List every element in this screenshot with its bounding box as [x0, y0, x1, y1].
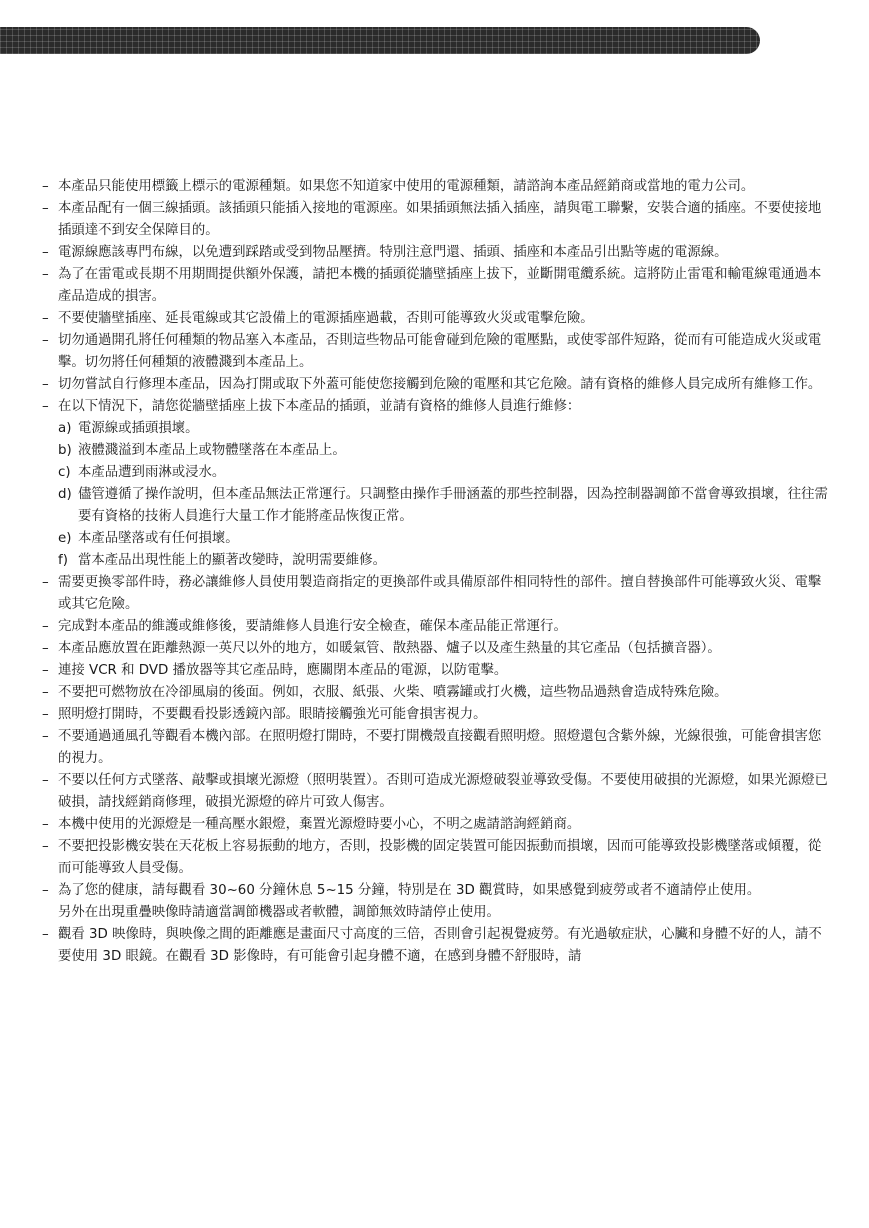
list-item [42, 704, 832, 726]
header-bar [0, 27, 760, 54]
item-text: 不要使牆壁插座、延長電線或其它設備上的電源插座過載，否則可能導致火災或電擊危險。 [58, 311, 594, 326]
bullet-dash: – [42, 311, 49, 326]
item-text: 切勿通過開孔將任何種類的物品塞入本產品，否則這些物品可能會碰到危險的電壓點，或使零部件短路，從而有可能造成火災或電擊。切勿將任何種類的液體濺到本產品上。 [58, 333, 822, 370]
list-item [42, 176, 832, 198]
item-text: 不要以任何方式墜落、敲擊或損壞光源燈（照明裝置）。否則可造成光源燈破裂並導致受傷。不要使用破損的光源燈，如果光源燈已破損，請找經銷商修理，破損光源燈的碎片可致人傷害。 [58, 773, 828, 810]
list-item [42, 264, 832, 308]
note-text: 另外在出現重疊映像時請適當調節機器或者軟體，調節無效時請停止使用。 [58, 905, 500, 920]
item-text: 為了在雷電或長期不用期間提供額外保護，請把本機的插頭從牆壁插座上拔下，並斷開電纜系統。這將防止雷電和輸電線電通過本產品造成的損害。 [58, 267, 822, 304]
item-text: 切勿嘗試自行修理本產品，因為打開或取下外蓋可能使您接觸到危險的電壓和其它危險。請有資格的維修人員完成所有維修工作。 [58, 377, 822, 392]
bullet-dash: – [42, 663, 49, 678]
bullet-dash: – [42, 773, 49, 788]
item-text: 在以下情況下，請您從牆壁插座上拔下本產品的插頭，並請有資格的維修人員進行維修： [58, 399, 581, 414]
item-text: 不要把投影機安裝在天花板上容易振動的地方，否則，投影機的固定裝置可能因振動而損壞，因而可能導致投影機墜落或傾覆，從而可能導致人員受傷。 [58, 839, 822, 876]
sub-item-text: 電源線或插頭損壞。 [78, 421, 199, 436]
sub-list-item [42, 484, 832, 528]
bullet-dash: – [42, 883, 49, 898]
sub-item-text: 液體濺溢到本產品上或物體墜落在本產品上。 [78, 443, 346, 458]
sub-list-item [42, 418, 832, 440]
bullet-dash: – [42, 707, 49, 722]
list-item [42, 374, 832, 396]
list-item [42, 198, 832, 242]
sub-item-letter: d) [58, 487, 72, 502]
sub-list-item [42, 550, 832, 572]
bullet-dash: – [42, 685, 49, 700]
bullet-dash: – [42, 927, 49, 942]
sub-item-letter: f) [58, 553, 68, 568]
sub-list-item [42, 462, 832, 484]
sub-item-letter: a) [58, 421, 72, 436]
list-item [42, 308, 832, 330]
item-text: 為了您的健康，請每觀看 30~60 分鐘休息 5~15 分鐘，特別是在 3D 觀賞時，如果感覺到疲勞或者不適請停止使用。 [58, 883, 761, 898]
item-text: 完成對本產品的維護或維修後，要請維修人員進行安全檢查，確保本產品能正常運行。 [58, 619, 567, 634]
list-item [42, 770, 832, 814]
item-text: 本產品只能使用標籤上標示的電源種類。如果您不知道家中使用的電源種類，請諮詢本產品經銷商或當地的電力公司。 [58, 179, 755, 194]
bullet-dash: – [42, 575, 49, 590]
sub-item-letter: b) [58, 443, 72, 458]
sub-list-item [42, 528, 832, 550]
item-text: 電源線應該專門布線，以免遭到踩踏或受到物品壓擠。特別注意門還、插頭、插座和本產品引出點等處的電源線。 [58, 245, 728, 260]
item-text: 本機中使用的光源燈是一種高壓水銀燈，棄置光源燈時要小心，不明之處請諮詢經銷商。 [58, 817, 581, 832]
sub-item-text: 本產品墜落或有任何損壞。 [78, 531, 239, 546]
bullet-dash: – [42, 839, 49, 854]
item-text: 照明燈打開時，不要觀看投影透鏡內部。眼睛接觸強光可能會損害視力。 [58, 707, 487, 722]
list-item [42, 242, 832, 264]
bullet-dash: – [42, 267, 49, 282]
bullet-dash: – [42, 333, 49, 348]
safety-instructions [42, 176, 832, 968]
bullet-dash: – [42, 377, 49, 392]
list-item [42, 396, 832, 418]
sub-item-text: 當本產品出現性能上的顯著改變時，說明需要維修。 [78, 553, 386, 568]
list-item [42, 682, 832, 704]
sub-item-text: 本產品遭到雨淋或浸水。 [78, 465, 226, 480]
list-item [42, 616, 832, 638]
list-item [42, 880, 832, 902]
bullet-dash: – [42, 817, 49, 832]
bullet-dash: – [42, 641, 49, 656]
list-item [42, 330, 832, 374]
item-text: 不要把可燃物放在冷卻風扇的後面。例如，衣服、紙張、火柴、噴霧罐或打火機，這些物品過熱會造成特殊危險。 [58, 685, 728, 700]
bullet-dash: – [42, 201, 49, 216]
item-text: 不要通過通風孔等觀看本機內部。在照明燈打開時，不要打開機殼直接觀看照明燈。照燈還包含紫外線，光線很強，可能會損害您的視力。 [58, 729, 822, 766]
sub-list-item [42, 440, 832, 462]
sub-item-text: 儘管遵循了操作說明，但本產品無法正常運行。只調整由操作手冊涵蓋的那些控制器，因為控制器調節不當會導致損壞，往往需要有資格的技術人員進行大量工作才能將產品恢復正常。 [78, 487, 828, 524]
sub-item-letter: c) [58, 465, 71, 480]
bullet-dash: – [42, 399, 49, 414]
list-item [42, 726, 832, 770]
item-text: 需要更換零部件時，務必讓維修人員使用製造商指定的更換部件或具備原部件相同特性的部件。擅自替換部件可能導致火災、電擊或其它危險。 [58, 575, 822, 612]
list-item [42, 814, 832, 836]
item-text: 觀看 3D 映像時，與映像之間的距離應是畫面尺寸高度的三倍，否則會引起視覺疲勞。有光過敏症狀，心臟和身體不好的人，請不要使用 3D 眼鏡。在觀看 3D 影像時，有可能會引起身體不適，在感到身體不舒服時，請 [58, 927, 822, 964]
bullet-dash: – [42, 245, 49, 260]
bullet-dash: – [42, 729, 49, 744]
list-item [42, 572, 832, 616]
list-item [42, 924, 832, 968]
sub-item-letter: e) [58, 531, 72, 546]
item-text: 連接 VCR 和 DVD 播放器等其它產品時，應關閉本產品的電源，以防電擊。 [58, 663, 508, 678]
list-item [42, 660, 832, 682]
bullet-dash: – [42, 179, 49, 194]
list-item [42, 638, 832, 660]
bullet-dash: – [42, 619, 49, 634]
item-text: 本產品配有一個三線插頭。該插頭只能插入接地的電源座。如果插頭無法插入插座，請與電工聯繫，安裝合適的插座。不要使接地插頭達不到安全保障目的。 [58, 201, 822, 238]
item-text: 本產品應放置在距離熱源一英尺以外的地方，如暖氣管、散熱器、爐子以及產生熱量的其它產品（包括擴音器）。 [58, 641, 721, 656]
list-item [42, 836, 832, 880]
